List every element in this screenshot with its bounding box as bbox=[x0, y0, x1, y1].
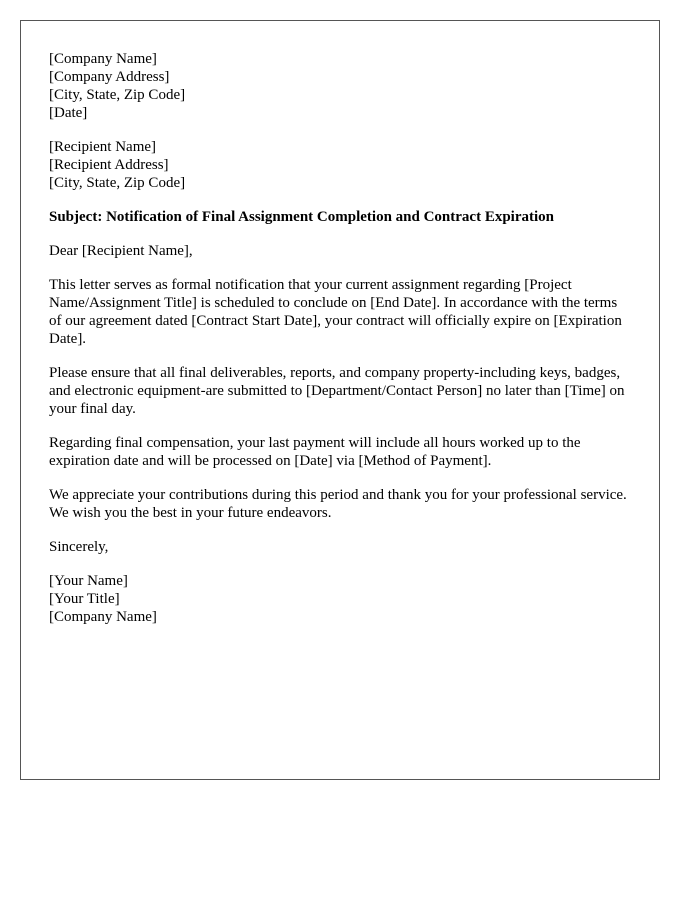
signature-name: [Your Name] bbox=[49, 573, 128, 589]
recipient-address: [Recipient Address] bbox=[49, 157, 169, 173]
letter-date: [Date] bbox=[49, 105, 88, 121]
salutation: Dear [Recipient Name], bbox=[49, 243, 193, 259]
body-paragraph-2: Please ensure that all final deliverables, reports, and company property-including keys, badges, and electronic equipment-are submitted to [Department/Contact Person] no later than [Time] on your final day. bbox=[49, 365, 625, 417]
recipient-address-block bbox=[49, 138, 631, 192]
body-paragraph-1: This letter serves as formal notification that your current assignment regarding [Project Name/Assignment Title] is scheduled to conclude on [End Date]. In accordance with the terms of our agreement dated [Contract Start Date], your contract will officially expire on [Expiration Date]. bbox=[49, 277, 622, 347]
signature-block bbox=[49, 572, 631, 626]
recipient-city-state-zip: [City, State, Zip Code] bbox=[49, 175, 186, 191]
body-paragraph-4: We appreciate your contributions during this period and thank you for your professional service. We wish you the best in your future endeavors. bbox=[49, 487, 627, 521]
body-paragraph-3: Regarding final compensation, your last payment will include all hours worked up to the expiration date and will be processed on [Date] via [Method of Payment]. bbox=[49, 435, 581, 469]
sender-company-address: [Company Address] bbox=[49, 69, 170, 85]
letter-document bbox=[20, 20, 660, 780]
sender-city-state-zip: [City, State, Zip Code] bbox=[49, 87, 186, 103]
signature-title: [Your Title] bbox=[49, 591, 120, 607]
sender-company-name: [Company Name] bbox=[49, 51, 157, 67]
closing: Sincerely, bbox=[49, 539, 109, 555]
sender-address-block bbox=[49, 50, 631, 122]
recipient-name: [Recipient Name] bbox=[49, 139, 157, 155]
signature-company: [Company Name] bbox=[49, 609, 157, 625]
subject-line: Subject: Notification of Final Assignment Completion and Contract Expiration bbox=[49, 209, 555, 225]
